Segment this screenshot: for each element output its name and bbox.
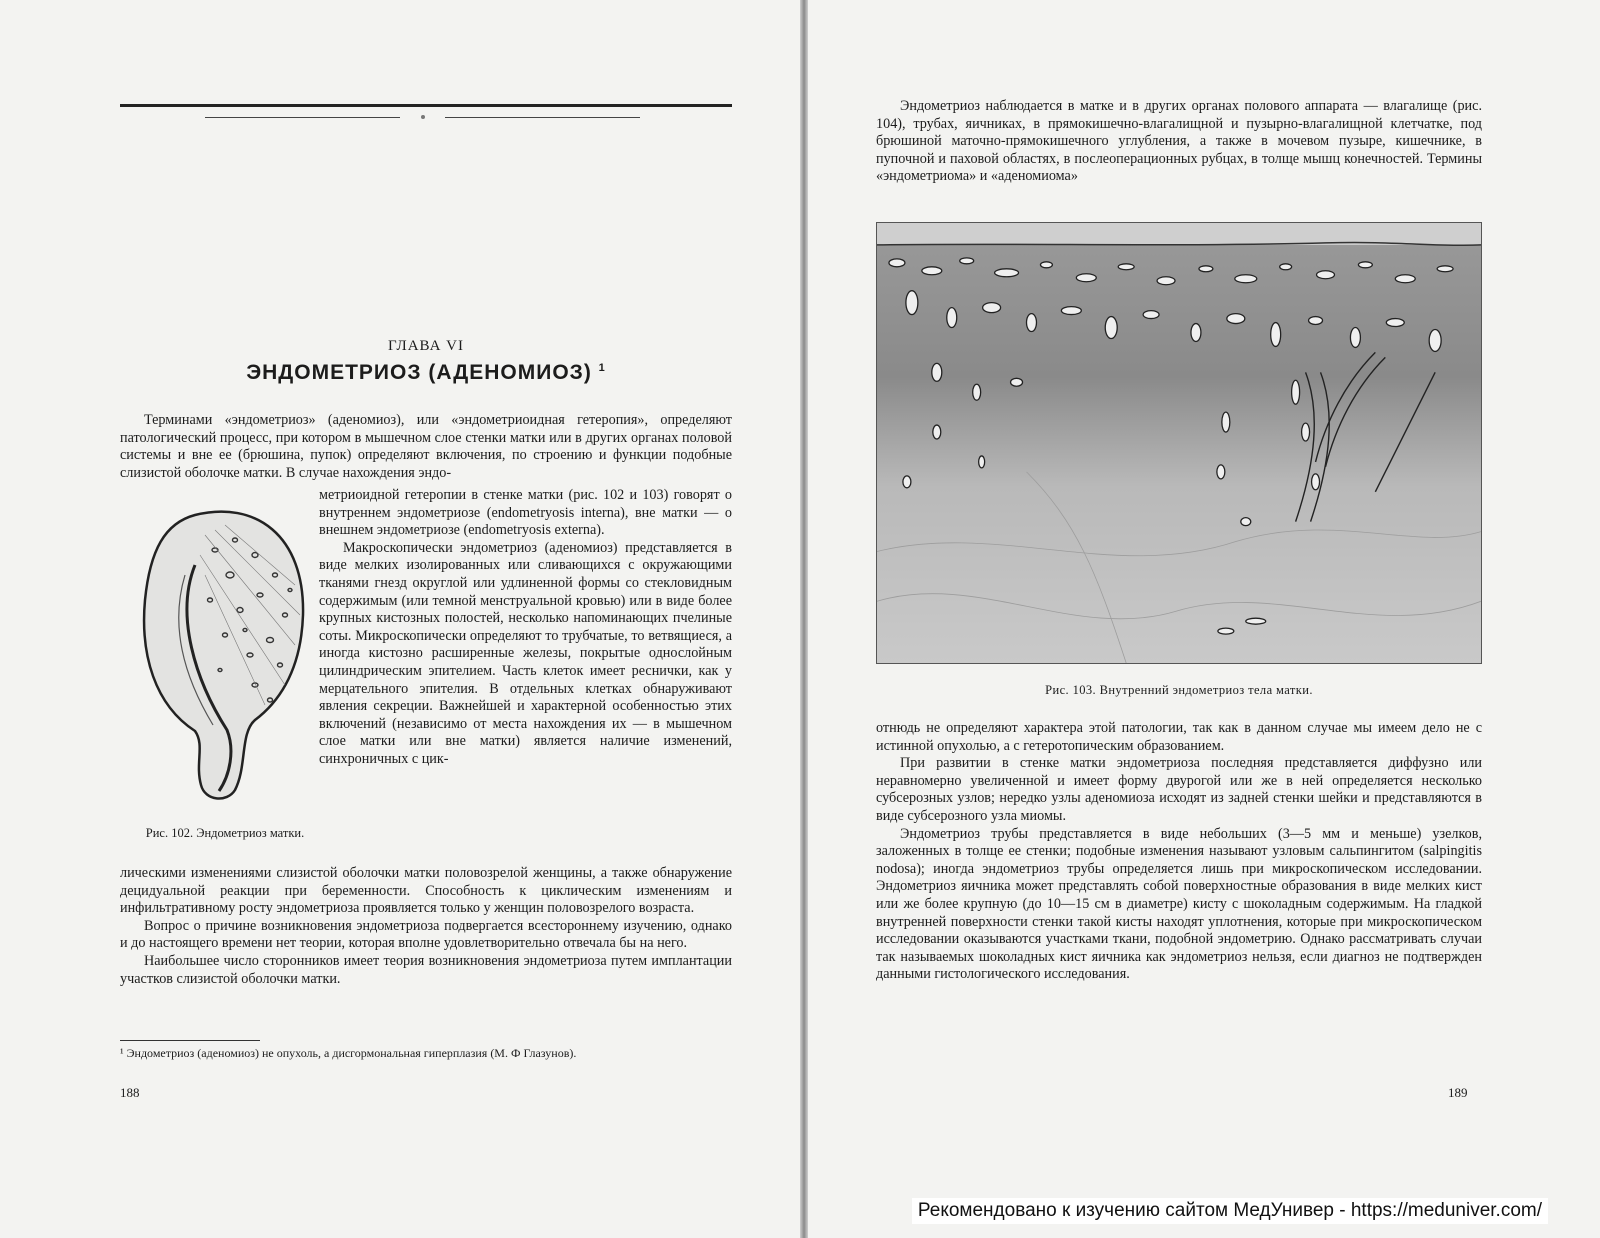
- footnote-rule: [120, 1040, 260, 1041]
- footnote: ¹ Эндометриоз (аденомиоз) не опухоль, а дисгормональная гиперплазия (М. Ф Глазунов).: [120, 1046, 577, 1060]
- micrograph-figure: [876, 222, 1482, 664]
- side-paragraph-1: метриоидной гетеропии в стенке матки (рис. 102 и 103) говорят о внутреннем эндометриозе (endometryosis interna), вне матки — о внешнем эндометриозе (endometryosis externa).: [319, 487, 732, 539]
- chapter-title-text: ЭНДОМЕТРИОЗ (АДЕНОМИОЗ): [246, 361, 592, 384]
- header-subrule-left: [205, 117, 400, 118]
- chapter-title: [120, 361, 732, 385]
- right-paragraph-continued: отнюдь не определяют характера этой патологии, так как в данном случае мы имеем дело не с истинной опухолью, а с гетеротопическим образованием.: [876, 720, 1482, 754]
- watermark-banner: Рекомендовано к изучению сайтом МедУнивер - https://meduniver.com/: [912, 1198, 1548, 1224]
- after-paragraph-2: Вопрос о причине возникновения эндометриоза подвергается всестороннему изучению, однако и до настоящего времени нет теории, которая вполне удовлетворительно отвечала бы на него.: [120, 917, 732, 952]
- intro-text-block: [120, 412, 732, 482]
- after-text-block: [120, 865, 732, 988]
- right-paragraph-3: Эндометриоз трубы представляется в виде небольших (3—5 мм и меньше) узелков, заложенных в толще ее стенки; подобные изменения называют узловым сальпингитом (salpingitis nodosa); иногда эндометриоз трубы определяется лишь при микроскопическом исследовании. Эндометриоз яичника может представлять собой поверхностные образования в виде мелких кист или же более крупную (до 10—15 см в диаметре) кисту с шоколадным содержимым. На гладкой внутренней поверхности стенки такой кисты находят уплотнения, которые при микроскопическом исследовании оказываются участками ткани, подобной эндометрию. Однако рассматривать случаи так называемых шоколадных кист яичника как эндометриоз нельзя, если диагноз не подтвержден данными гистологического исследования.: [876, 825, 1482, 983]
- side-paragraph-2: Макроскопически эндометриоз (аденомиоз) представляется в виде мелких изолированных или сливающихся с окружающими тканями гнезд округлой или удлиненной формы со стекловидным содержимым (или темной менструальной кровью) или в виде более крупных кистозных полостей, несколько напоминающих пчелиные соты. Микроскопически определяют то трубчатые, то ветвящиеся, а иногда кистозно расширенные железы, покрытые однослойным цилиндрическим эпителием. Часть клеток имеет реснички, как у мерцательного эпителия. В отдельных клетках обнаруживают явления секреции. Важнейшей и характерной особенностью этих включений (независимо от места нахождения их — в мышечном слое матки или вне матки) является наличие изменений, синхроничных с цик-: [319, 539, 732, 767]
- figure-102-caption: Рис. 102. Эндометриоз матки.: [145, 826, 305, 840]
- chapter-footnote-marker: 1: [598, 362, 606, 374]
- right-page: [808, 0, 1600, 1238]
- chapter-label: ГЛАВА VI: [387, 338, 465, 354]
- after-paragraph-1: лическими изменениями слизистой оболочки матки половозрелой женщины, а также обнаружение децидуальной реакции при беременности. Способность к циклическим изменениям и инфильтративному росту эндометриоза проявляется только у женщин половозрелого возраста.: [120, 865, 732, 917]
- right-top-paragraph: Эндометриоз наблюдается в матке и в других органах полового аппарата — влагалище (рис. 104), трубах, яичниках, в прямокишечно-влагалищной и пузырно-влагалищной клетчатке, под брюшиной маточно-прямокишечного углубления, а также в мочевом пузыре, кишечнике, в пупочной и паховой областях, в послеоперационных рубцах, в толще мышц конечностей. Термины «эндометриома» и «аденомиома»: [876, 98, 1482, 185]
- right-top-text-block: [876, 98, 1482, 186]
- header-subrule-right: [445, 117, 640, 118]
- header-ornament-dot: [421, 115, 425, 119]
- uterus-illustration: [135, 505, 310, 805]
- side-text-block: [319, 487, 732, 769]
- header-rule: [120, 104, 732, 107]
- right-paragraph-2: При развитии в стенке матки эндометриоза последняя представляется диффузно или неравномерно увеличенной и имеет форму двурогой или же в ней определяется несколько субсерозных узлов; нередко узлы аденомиоза исходят из задней стенки шейки и представляются в виде субсерозного узла миомы.: [876, 755, 1482, 824]
- intro-paragraph: Терминами «эндометриоз» (аденомиоз), или «эндометриоидная гетеропия», определяют патологический процесс, при котором в мышечном слое стенки матки или в других органах половой системы и вне ее (брюшина, пупок) определяют включения, по строению и функции подобные слизистой оболочке матки. В случае нахождения эндо-: [120, 412, 732, 481]
- right-bottom-text-block: [876, 720, 1482, 984]
- page-number-left: 188: [120, 1085, 140, 1100]
- book-spine: [800, 0, 808, 1238]
- figure-103-caption: Рис. 103. Внутренний эндометриоз тела матки.: [1045, 683, 1313, 697]
- after-paragraph-3: Наибольшее число сторонников имеет теория возникновения эндометриоза путем имплантации участков слизистой оболочки матки.: [120, 952, 732, 987]
- page-number-right: 189: [1448, 1085, 1468, 1100]
